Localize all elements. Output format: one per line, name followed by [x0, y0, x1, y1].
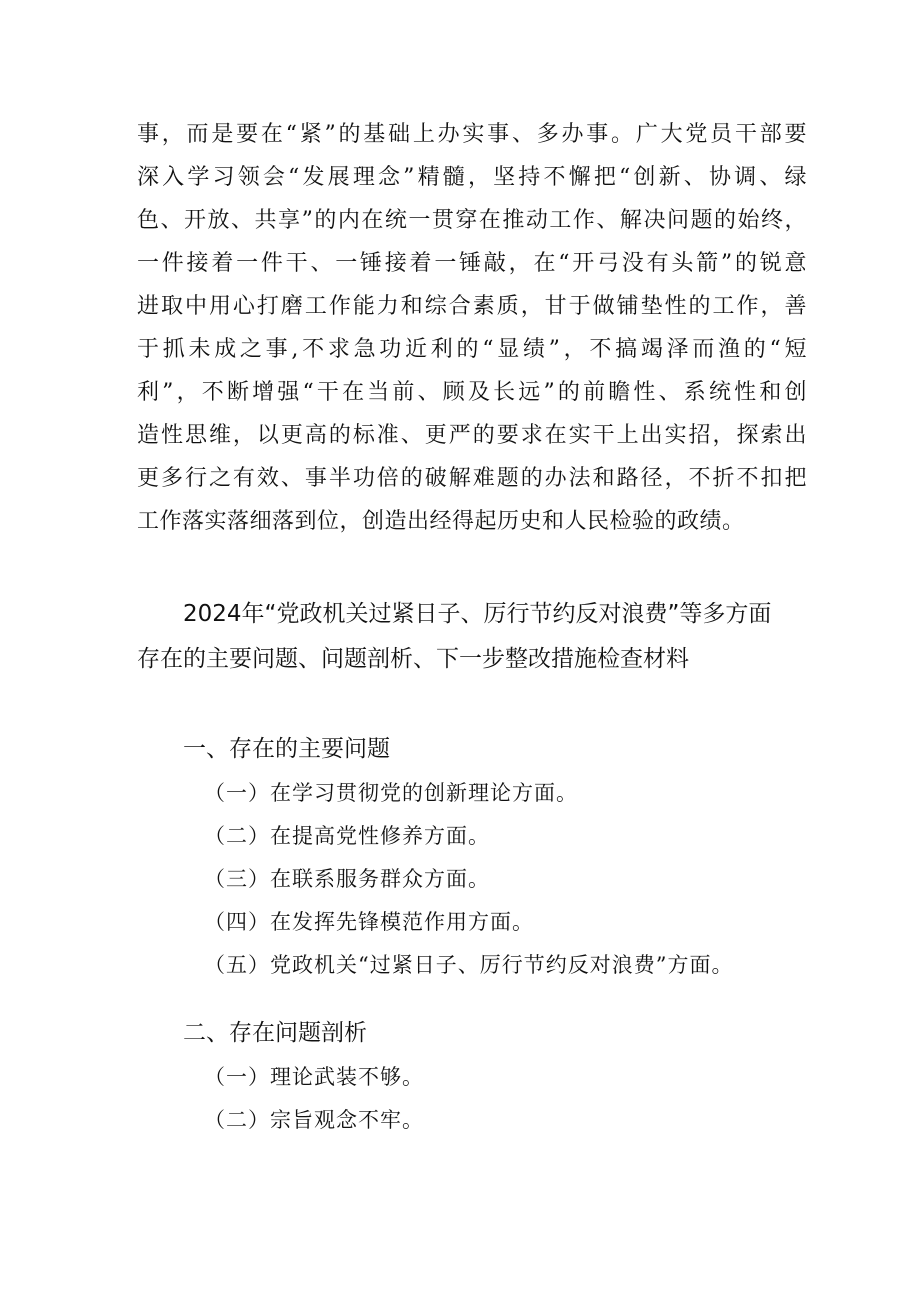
- list-item: （二）宗旨观念不牢。: [204, 1108, 424, 1132]
- section-heading-1: 一、存在的主要问题: [183, 736, 390, 762]
- paragraph-line: 造性思维，以更高的标准、更严的要求在实干上出实招，探索出: [137, 423, 807, 448]
- paragraph-line: 深入学习领会“发展理念”精髓，坚持不懈把“创新、协调、绿: [137, 165, 807, 190]
- paragraph-line: 于抓未成之事,不求急功近利的“显绩”，不搞竭泽而渔的“短: [137, 337, 807, 362]
- title-line-2: 存在的主要问题、问题剖析、下一步整改措施检查材料: [137, 646, 689, 672]
- paragraph-line: 利”，不断增强“干在当前、顾及长远”的前瞻性、系统性和创: [137, 380, 807, 405]
- paragraph-line: 进取中用心打磨工作能力和综合素质，甘于做铺垫性的工作，善: [137, 294, 807, 319]
- list-item: （二）在提高党性修养方面。: [204, 824, 490, 848]
- paragraph-line: 更多行之有效、事半功倍的破解难题的办法和路径，不折不扣把: [137, 466, 807, 491]
- list-item: （三）在联系服务群众方面。: [204, 867, 490, 891]
- paragraph-line: 一件接着一件干、一锤接着一锤敲，在“开弓没有头箭”的锐意: [137, 251, 807, 276]
- paragraph-line: 事，而是要在“紧”的基础上办实事、多办事。广大党员干部要: [137, 122, 807, 147]
- list-item: （一）理论武装不够。: [204, 1065, 424, 1089]
- list-item: （五）党政机关“过紧日子、厉行节约反对浪费”方面。: [204, 953, 734, 977]
- list-item: （四）在发挥先锋模范作用方面。: [204, 910, 534, 934]
- paragraph-line: 色、开放、共享”的内在统一贯穿在推动工作、解决问题的始终，: [137, 208, 807, 233]
- section-heading-2: 二、存在问题剖析: [183, 1020, 367, 1046]
- title-line-1: 2024年“党政机关过紧日子、厉行节约反对浪费”等多方面: [183, 601, 772, 627]
- list-item: （一）在学习贯彻党的创新理论方面。: [204, 781, 578, 805]
- paragraph-line: 工作落实落细落到位，创造出经得起历史和人民检验的政绩。: [137, 509, 745, 534]
